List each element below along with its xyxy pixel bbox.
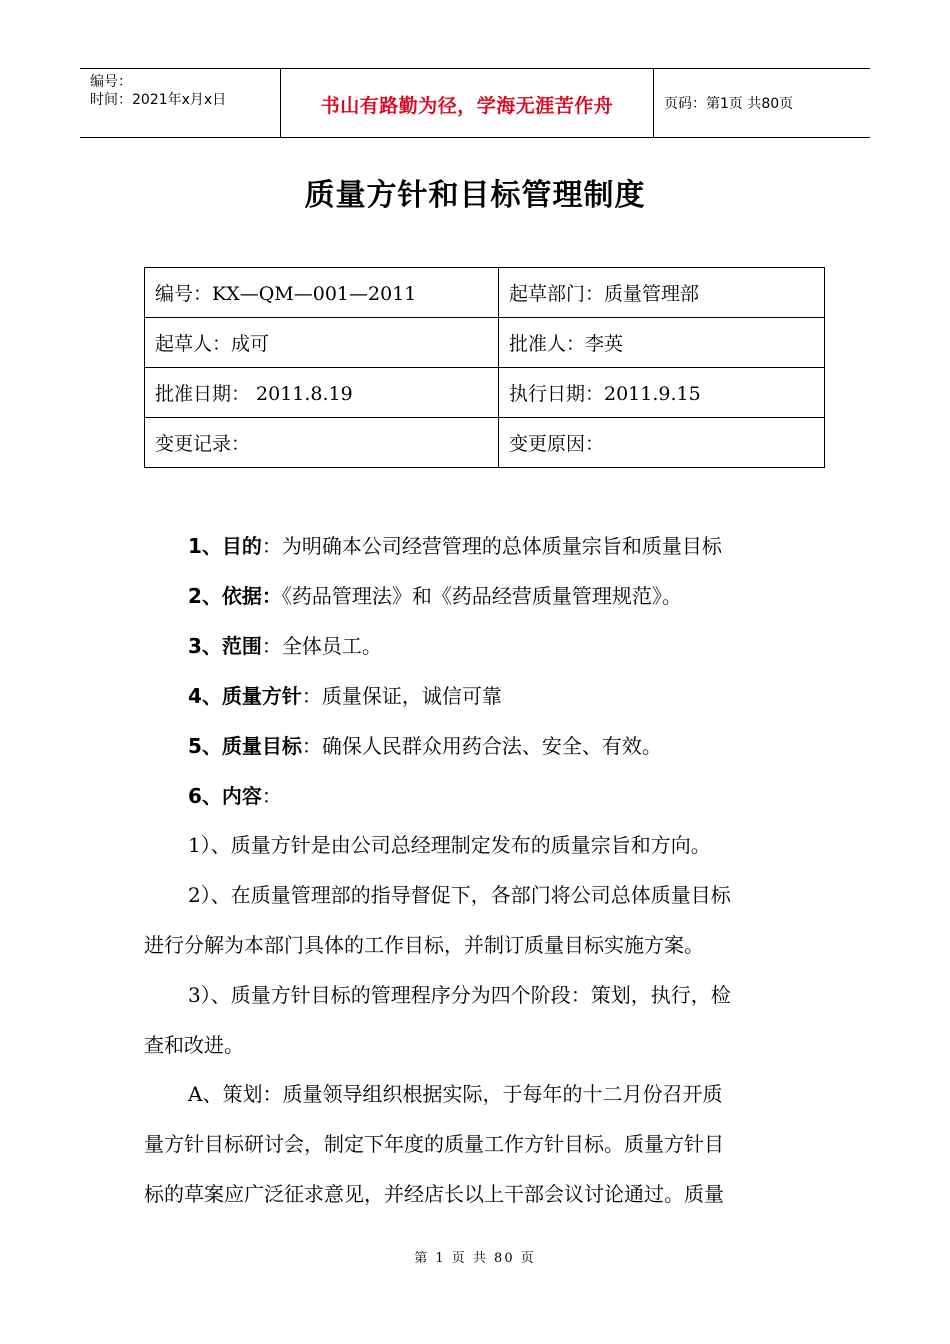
paragraph-line: 查和改进。 bbox=[144, 1033, 244, 1057]
section-label: 6、内容 bbox=[188, 784, 262, 808]
doc-number-cell: 编号：KX—QM—001—2011 bbox=[145, 268, 499, 318]
page-info: 页码：第1页 共80页 bbox=[664, 96, 794, 112]
section-objective bbox=[188, 734, 662, 758]
paragraph-line: A、策划：质量领导组织根据实际，于每年的十二月份召开质 bbox=[188, 1082, 723, 1106]
section-text: 质量保证，诚信可靠 bbox=[321, 684, 502, 708]
change-reason-cell: 变更原因： bbox=[499, 418, 825, 468]
header-page-cell bbox=[654, 69, 870, 137]
paragraph-line: 3）、质量方针目标的管理程序分为四个阶段：策划，执行，检 bbox=[188, 983, 731, 1007]
header-meta-cell bbox=[80, 69, 281, 137]
section-label: 2、依据： bbox=[188, 584, 282, 608]
section-sep: ： bbox=[261, 534, 282, 558]
section-sep: ： bbox=[301, 684, 322, 708]
table-row bbox=[145, 268, 825, 318]
section-label: 5、质量目标 bbox=[188, 734, 302, 758]
section-policy bbox=[188, 684, 502, 708]
section-content bbox=[188, 784, 282, 808]
table-row bbox=[145, 318, 825, 368]
section-sep: ： bbox=[261, 784, 282, 808]
approval-date-cell: 批准日期： 2011.8.19 bbox=[145, 368, 499, 418]
change-record-cell: 变更记录： bbox=[145, 418, 499, 468]
approver-cell: 批准人：李英 bbox=[499, 318, 825, 368]
execution-date-cell: 执行日期：2011.9.15 bbox=[499, 368, 825, 418]
page-header bbox=[80, 68, 870, 138]
table-row bbox=[145, 368, 825, 418]
section-sep: ： bbox=[261, 634, 282, 658]
section-purpose bbox=[188, 534, 722, 558]
drafter-cell: 起草人：成可 bbox=[145, 318, 499, 368]
paragraph-line: 1）、质量方针是由公司总经理制定发布的质量宗旨和方向。 bbox=[188, 833, 711, 857]
time-label: 时间：2021年x月x日 bbox=[90, 92, 227, 108]
paragraph-line: 量方针目标研讨会，制定下年度的质量工作方针目标。质量方针目 bbox=[144, 1132, 724, 1156]
section-text: 确保人民群众用药合法、安全、有效。 bbox=[321, 734, 662, 758]
info-table bbox=[144, 267, 825, 468]
section-sep: ： bbox=[301, 734, 322, 758]
paragraph-line: 2）、在质量管理部的指导督促下，各部门将公司总体质量目标 bbox=[188, 883, 731, 907]
header-motto-cell bbox=[281, 69, 654, 137]
section-text: 《药品管理法》和《药品经营质量管理规范》。 bbox=[281, 584, 682, 608]
section-scope bbox=[188, 634, 382, 658]
section-label: 3、范围 bbox=[188, 634, 262, 658]
paragraph-line: 进行分解为本部门具体的工作目标，并制订质量目标实施方案。 bbox=[144, 933, 704, 957]
section-text: 为明确本公司经营管理的总体质量宗旨和质量目标 bbox=[281, 534, 722, 558]
section-label: 4、质量方针 bbox=[188, 684, 302, 708]
section-basis bbox=[188, 584, 682, 608]
motto-text: 书山有路勤为径，学海无涯苦作舟 bbox=[320, 95, 614, 117]
number-label: 编号： bbox=[90, 74, 132, 90]
table-row bbox=[145, 418, 825, 468]
document-title: 质量方针和目标管理制度 bbox=[304, 178, 646, 213]
section-label: 1、目的 bbox=[188, 534, 262, 558]
draft-dept-cell: 起草部门：质量管理部 bbox=[499, 268, 825, 318]
page-footer: 第 1 页 共 80 页 bbox=[414, 1251, 536, 1266]
section-text: 全体员工。 bbox=[281, 634, 382, 658]
paragraph-line: 标的草案应广泛征求意见，并经店长以上干部会议讨论通过。质量 bbox=[144, 1182, 724, 1206]
